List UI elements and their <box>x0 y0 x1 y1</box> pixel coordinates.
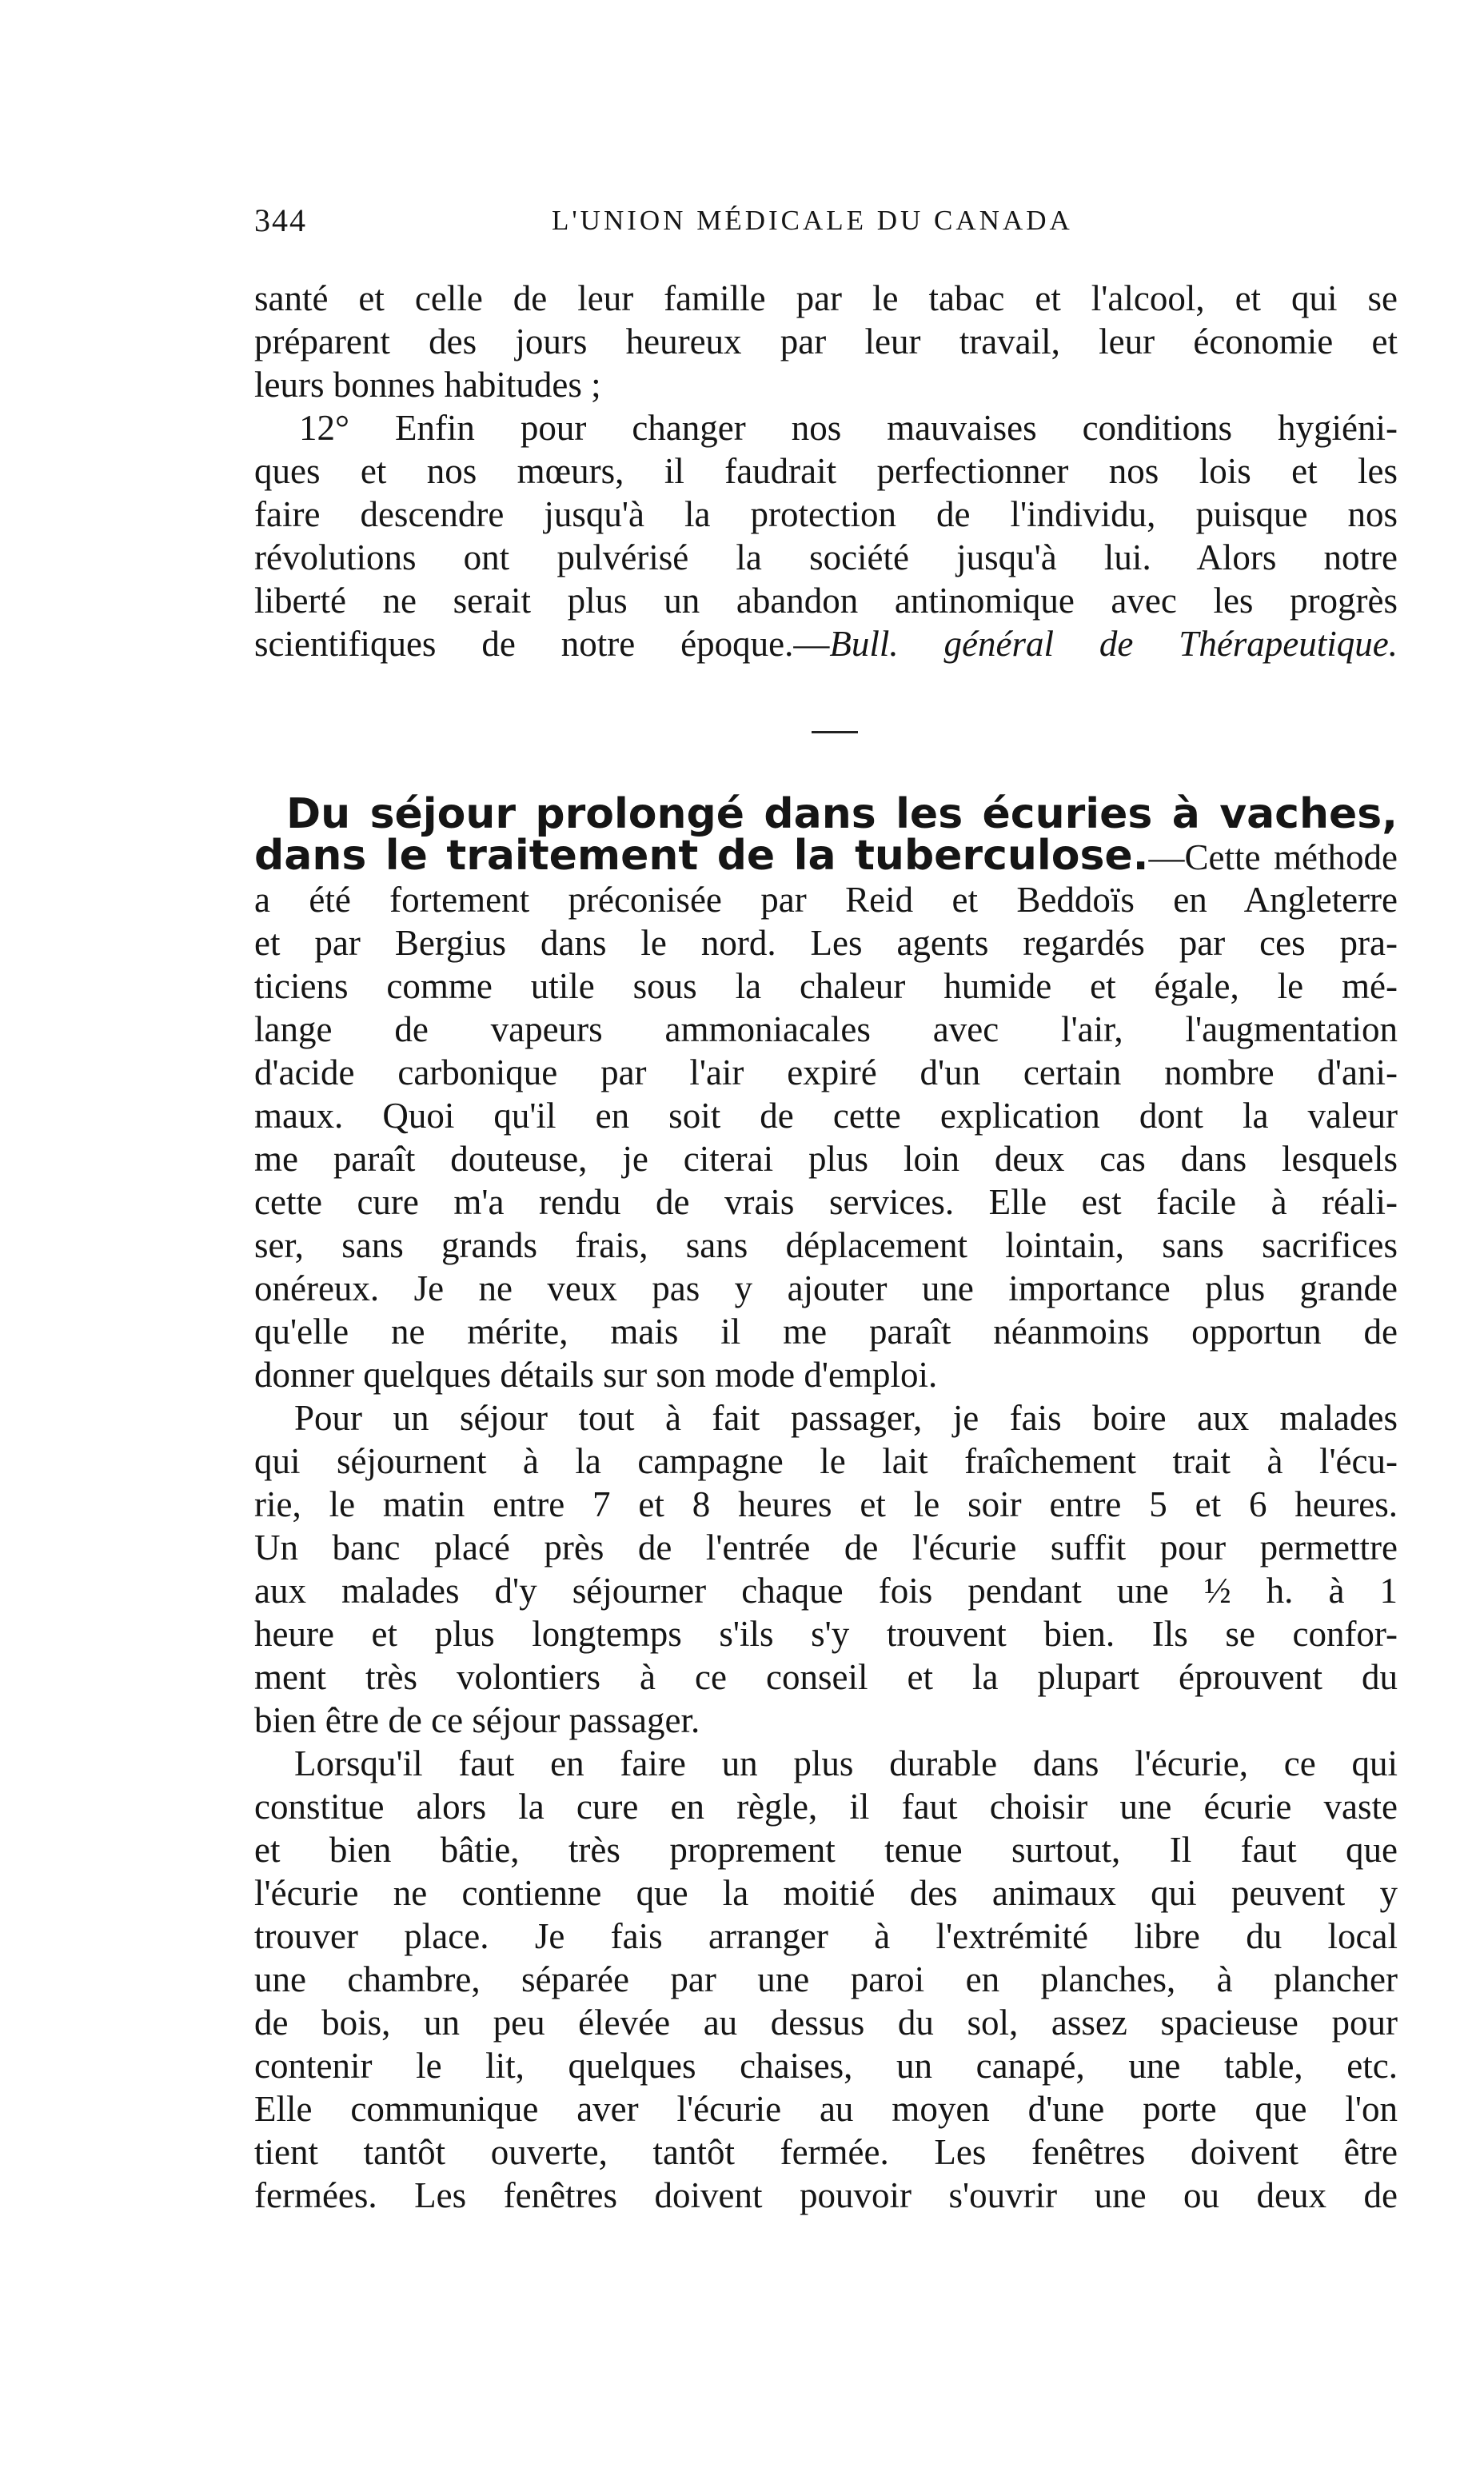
text-line: une chambre, séparée par une paroi en planches, à plancher <box>254 1959 1398 1999</box>
text-line: maux. Quoi qu'il en soit de cette explication dont la valeur <box>254 1096 1398 1136</box>
citation: Bull. général de Thérapeutique. <box>829 624 1398 664</box>
text-line: ques et nos mœurs, il faudrait perfectionner nos lois et les <box>254 451 1398 491</box>
text-line: fermées. Les fenêtres doivent pouvoir s'ouvrir une ou deux de <box>254 2175 1398 2215</box>
text-line: qui séjournent à la campagne le lait fraîchement trait à l'écu- <box>254 1441 1398 1481</box>
article-title-line: Du séjour prolongé dans les écuries à vaches, <box>286 790 1398 838</box>
text-line: lange de vapeurs ammoniacales avec l'air, l'augmentation <box>254 1009 1398 1049</box>
page-number: 344 <box>254 202 307 238</box>
text-line: ment très volontiers à ce conseil et la plupart éprouvent du <box>254 1657 1398 1697</box>
section-separator <box>812 731 858 733</box>
text-line: ticiens comme utile sous la chaleur humide et égale, le mé- <box>254 966 1398 1006</box>
text-line: faire descendre jusqu'à la protection de l'individu, puisque nos <box>254 494 1398 534</box>
text-line: Un banc placé près de l'entrée de l'écurie suffit pour permettre <box>254 1528 1398 1567</box>
text-line: me paraît douteuse, je citerai plus loin deux cas dans lesquels <box>254 1139 1398 1179</box>
text-line: a été fortement préconisée par Reid et Beddoïs en Angleterre <box>254 880 1398 920</box>
article-title-end: dans le traitement de la tuberculose. <box>254 832 1149 880</box>
text-line: qu'elle ne mérite, mais il me paraît néanmoins opportun de <box>254 1312 1398 1352</box>
text-line: liberté ne serait plus un abandon antinomique avec les progrès <box>254 581 1398 621</box>
text-line: et par Bergius dans le nord. Les agents regardés par ces pra- <box>254 923 1398 963</box>
text-line: donner quelques détails sur son mode d'emploi. <box>254 1355 938 1395</box>
text-line: heure et plus longtemps s'ils s'y trouvent bien. Ils se confor- <box>254 1614 1398 1654</box>
text-line: contenir le lit, quelques chaises, un canapé, une table, etc. <box>254 2046 1398 2086</box>
text-line: constitue alors la cure en règle, il faut choisir une écurie vaste <box>254 1787 1398 1827</box>
text-line: Elle communique aver l'écurie au moyen d'une porte que l'on <box>254 2089 1398 2129</box>
text-line: l'écurie ne contienne que la moitié des animaux qui peuvent y <box>254 1873 1398 1913</box>
text-line: ser, sans grands frais, sans déplacement lointain, sans sacrifices <box>254 1225 1398 1265</box>
text-line: et bien bâtie, très proprement tenue surtout, Il faut que <box>254 1830 1398 1870</box>
text-line: bien être de ce séjour passager. <box>254 1700 700 1740</box>
text-line: préparent des jours heureux par leur travail, leur économie et <box>254 321 1398 361</box>
text-segment: scientifiques de notre époque.— <box>254 624 830 664</box>
text-line: Pour un séjour tout à fait passager, je fais boire aux malades <box>294 1398 1398 1438</box>
text-segment: —Cette méthode <box>1148 837 1398 877</box>
text-line: de bois, un peu élevée au dessus du sol, assez spacieuse pour <box>254 2003 1398 2043</box>
text-line: aux malades d'y séjourner chaque fois pendant une ½ h. à 1 <box>254 1571 1398 1611</box>
text-line: cette cure m'a rendu de vrais services. Elle est facile à réali- <box>254 1182 1398 1222</box>
text-line: révolutions ont pulvérisé la société jusqu'à lui. Alors notre <box>254 537 1398 577</box>
running-head: L'UNION MÉDICALE DU CANADA <box>552 205 1073 236</box>
text-line: Lorsqu'il faut en faire un plus durable dans l'écurie, ce qui <box>294 1743 1398 1783</box>
article-title-line <box>254 832 1398 881</box>
text-line: santé et celle de leur famille par le tabac et l'alcool, et qui se <box>254 278 1398 318</box>
page-header <box>254 202 1390 250</box>
text-line: 12° Enfin pour changer nos mauvaises conditions hygiéni- <box>299 408 1398 448</box>
text-line: trouver place. Je fais arranger à l'extrémité libre du local <box>254 1916 1398 1956</box>
text-line: tient tantôt ouverte, tantôt fermée. Les fenêtres doivent être <box>254 2132 1398 2172</box>
text-line: d'acide carbonique par l'air expiré d'un certain nombre d'ani- <box>254 1052 1398 1092</box>
text-line: onéreux. Je ne veux pas y ajouter une importance plus grande <box>254 1268 1398 1308</box>
text-line-with-citation <box>254 622 1398 665</box>
text-line: leurs bonnes habitudes ; <box>254 365 601 405</box>
text-line: rie, le matin entre 7 et 8 heures et le soir entre 5 et 6 heures. <box>254 1484 1398 1524</box>
